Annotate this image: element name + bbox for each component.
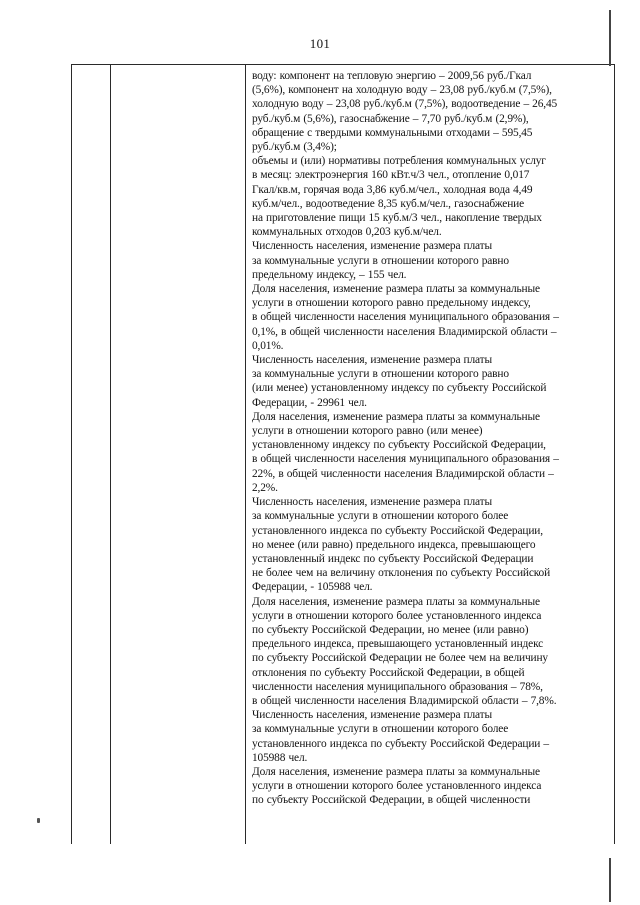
- text-line: отклонения по субъекту Российской Федерации, в общей: [252, 666, 525, 679]
- text-line: установленного индекса по субъекту Российской Федерации,: [252, 524, 543, 537]
- text-line: установленному индексу по субъекту Российской Федерации,: [252, 439, 546, 452]
- table-cell-municipality: [111, 65, 246, 845]
- text-line: Доля населения, изменение размера платы за коммунальные: [252, 595, 540, 608]
- text-line: Доля населения, изменение размера платы за коммунальные: [252, 410, 540, 423]
- text-line: предельного индекса, превышающего установленный индекс: [252, 638, 544, 651]
- text-line: по субъекту Российской Федерации не более чем на величину: [252, 652, 548, 665]
- text-line: за коммунальные услуги в отношении которого равно: [252, 368, 509, 381]
- text-line: по субъекту Российской Федерации, но менее (или равно): [252, 623, 529, 636]
- text-line: Федерации, - 29961 чел.: [252, 396, 367, 409]
- text-line: (или менее) установленному индексу по субъекту Российской: [252, 382, 547, 395]
- text-line: (5,6%), компонент на холодную воду – 23,08 руб./куб.м (7,5%),: [252, 84, 552, 97]
- document-table: [71, 64, 615, 844]
- text-line: по субъекту Российской Федерации, в общей численности: [252, 794, 531, 807]
- text-line: на приготовление пищи 15 куб.м/3 чел., накопление твердых: [252, 212, 542, 225]
- text-line: Гкал/кв.м, горячая вода 3,86 куб.м/чел., холодная вода 4,49: [252, 183, 533, 196]
- text-line: в общей численности населения Владимирской области – 7,8%.: [252, 694, 557, 707]
- table-cell-description: [246, 65, 615, 845]
- text-line: 0,01%.: [252, 339, 284, 352]
- text-line: Доля населения, изменение размера платы за коммунальные: [252, 765, 540, 778]
- text-line: 22%, в общей численности населения Владимирской области –: [252, 467, 554, 480]
- description-text: [246, 65, 614, 808]
- text-line: 2,2%.: [252, 481, 278, 494]
- text-line: услуги в отношении которого равно предельному индексу,: [252, 297, 531, 310]
- text-line: руб./куб.м (5,6%), газоснабжение – 7,70 руб./куб.м (2,9%),: [252, 112, 529, 125]
- text-line: объемы и (или) нормативы потребления коммунальных услуг: [252, 155, 546, 168]
- text-line: в месяц: электроэнергия 160 кВт.ч/3 чел., отопление 0,017: [252, 169, 530, 182]
- text-line: 105988 чел.: [252, 751, 308, 764]
- text-line: в общей численности населения муниципального образования –: [252, 453, 559, 466]
- text-line: не более чем на величину отклонения по субъекту Российской: [252, 567, 551, 580]
- text-line: 0,1%, в общей численности населения Владимирской области –: [252, 325, 557, 338]
- text-line: за коммунальные услуги в отношении которого более: [252, 723, 509, 736]
- text-line: Численность населения, изменение размера платы: [252, 240, 492, 253]
- text-line: Федерации, - 105988 чел.: [252, 581, 373, 594]
- text-line: Численность населения, изменение размера платы: [252, 496, 492, 509]
- text-line: но менее (или равно) предельного индекса, превышающего: [252, 538, 536, 551]
- text-line: холодную воду – 23,08 руб./куб.м (7,5%), водоотведение – 26,45: [252, 98, 558, 111]
- text-line: Доля населения, изменение размера платы за коммунальные: [252, 283, 540, 296]
- scan-dust-mark: [37, 818, 40, 823]
- table-cell-number: [72, 65, 111, 845]
- page-number: 101: [309, 36, 331, 51]
- text-line: предельному индексу, – 155 чел.: [252, 268, 407, 281]
- text-line: Численность населения, изменение размера платы: [252, 709, 492, 722]
- text-line: за коммунальные услуги в отношении которого более: [252, 510, 509, 523]
- text-line: Численность населения, изменение размера платы: [252, 354, 492, 367]
- scan-edge-mark-bottom: [609, 858, 611, 902]
- text-line: услуги в отношении которого равно (или менее): [252, 425, 483, 438]
- text-line: руб./куб.м (3,4%);: [252, 141, 337, 154]
- text-line: установленный индекс по субъекту Российской Федерации: [252, 552, 534, 565]
- text-line: за коммунальные услуги в отношении которого равно: [252, 254, 509, 267]
- text-line: обращение с твердыми коммунальными отходами – 595,45: [252, 126, 533, 139]
- text-line: куб.м/чел., водоотведение 8,35 куб.м/чел., газоснабжение: [252, 197, 524, 210]
- text-line: численности населения муниципального образования – 78%,: [252, 680, 543, 693]
- scan-edge-mark-top: [609, 10, 611, 66]
- text-line: установленного индекса по субъекту Российской Федерации –: [252, 737, 549, 750]
- text-line: коммунальных отходов 0,203 куб.м/чел.: [252, 226, 442, 239]
- table-row: [72, 65, 615, 845]
- text-line: воду: компонент на тепловую энергию – 2009,56 руб./Гкал: [252, 70, 532, 82]
- text-line: услуги в отношении которого более установленного индекса: [252, 780, 542, 793]
- text-line: в общей численности населения муниципального образования –: [252, 311, 559, 324]
- text-line: услуги в отношении которого более установленного индекса: [252, 609, 542, 622]
